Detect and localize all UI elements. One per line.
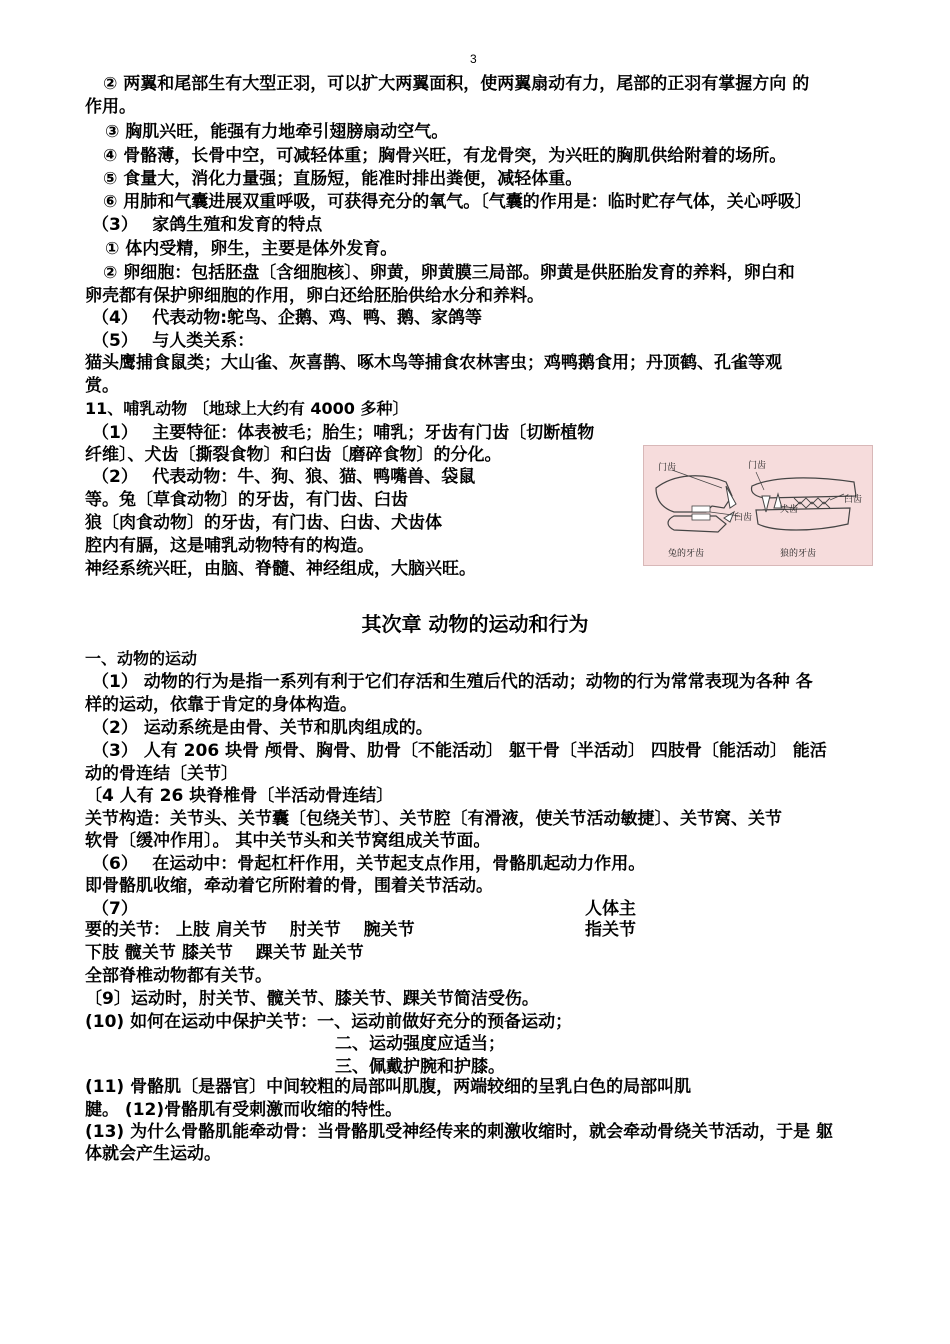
- caption-wolf-teeth: 狼的牙齿: [780, 549, 817, 559]
- text-line: 要的关节： 上肢 肩关节 肘关节 腕关节: [85, 920, 415, 940]
- text-line: ② 卵细胞：包括胚盘〔含细胞核〕、卵黄，卵黄膜三局部。卵黄是供胚胎发育的养料，卵白和: [103, 263, 795, 283]
- section-heading: （3） 家鸽生殖和发育的特点: [92, 215, 323, 235]
- section-heading: （5） 与人类关系：: [92, 331, 255, 351]
- text-line: 作用。: [85, 97, 136, 117]
- text-line: 样的运动，依靠于肯定的身体构造。: [85, 695, 357, 715]
- section-heading: 一、动物的运动: [85, 649, 198, 668]
- text-line: 赏。: [85, 376, 119, 396]
- page-number: 3: [470, 52, 477, 66]
- text-line: (10) 如何在运动中保护关节：一、运动前做好充分的预备运动；: [85, 1012, 573, 1032]
- section-heading: 11、哺乳动物 〔地球上大约有 4000 多种〕: [85, 399, 409, 418]
- text-line: （6） 在运动中：骨起杠杆作用，关节起支点作用，骨骼肌起动力作用。: [92, 854, 646, 874]
- text-line: ④ 骨骼薄，长骨中空，可减轻体重；胸骨兴旺，有龙骨突，为兴旺的胸肌供给附着的场所。: [103, 146, 787, 166]
- text-line: 二、运动强度应适当；: [335, 1034, 505, 1054]
- text-line: 〔4 人有 26 块脊椎骨〔半活动骨连结〕: [85, 786, 394, 806]
- text-line: ⑥ 用肺和气囊进展双重呼吸，可获得充分的氧气。〔气囊的作用是：临时贮存气体，关心呼吸〕: [103, 192, 812, 212]
- text-line: （3） 人有 206 块骨 颅骨、胸骨、肋骨〔不能活动〕 躯干骨〔半活动〕 四肢骨〔能活动〕 能活: [92, 741, 827, 761]
- label-molar-wolf: 臼齿: [844, 495, 863, 505]
- text-line: 关节构造：关节头、关节囊〔包绕关节〕、关节腔〔有滑液，使关节活动敏捷〕、关节窝、关节: [85, 809, 782, 829]
- text-line: （2） 代表动物：牛、狗、狼、猫、鸭嘴兽、袋鼠: [92, 467, 476, 487]
- side-text: 人体主: [585, 899, 636, 919]
- caption-rabbit-teeth: 兔的牙齿: [668, 549, 705, 559]
- label-molar-rabbit: 臼齿: [734, 513, 753, 523]
- label-incisor-wolf: 门齿: [748, 461, 767, 471]
- text-line: 神经系统兴旺，由脑、脊髓、神经组成，大脑兴旺。: [85, 559, 476, 579]
- label-canine-wolf: 犬齿: [780, 505, 799, 515]
- label-incisor-rabbit: 门齿: [658, 463, 677, 473]
- text-line: 三、佩戴护腕和护膝。: [335, 1057, 505, 1077]
- text-line: 动的骨连结〔关节〕: [85, 764, 238, 784]
- text-line: 猫头鹰捕食鼠类；大山雀、灰喜鹊、啄木鸟等捕食农林害虫；鸡鸭鹅食用；丹顶鹤、孔雀等观: [85, 353, 782, 373]
- text-line: （4） 代表动物:鸵鸟、企鹅、鸡、鸭、鹅、家鸽等: [92, 308, 483, 328]
- text-line: 下肢 髋关节 膝关节 踝关节 趾关节: [85, 943, 364, 963]
- text-line: 等。兔〔草食动物〕的牙齿，有门齿、臼齿: [85, 490, 408, 510]
- teeth-figure: [643, 445, 873, 566]
- text-line: ② 两翼和尾部生有大型正羽，可以扩大两翼面积，使两翼扇动有力，尾部的正羽有掌握方向 的: [103, 74, 810, 94]
- text-line: （1） 主要特征：体表被毛；胎生；哺乳；牙齿有门齿〔切断植物: [92, 423, 595, 443]
- text-line: 纤维〕、犬齿〔撕裂食物〕和臼齿〔磨碎食物〕的分化。: [85, 445, 502, 465]
- text-line: （7）: [92, 899, 138, 919]
- text-line: 〔9〕运动时，肘关节、髋关节、膝关节、踝关节简洁受伤。: [85, 989, 539, 1009]
- text-line: 腱。 (12)骨骼肌有受刺激而收缩的特性。: [85, 1100, 403, 1120]
- text-line: 全部脊椎动物都有关节。: [85, 966, 272, 986]
- text-line: 软骨〔缓冲作用〕。 其中关节头和关节窝组成关节面。: [85, 831, 491, 851]
- text-line: 卵壳都有保护卵细胞的作用，卵白还给胚胎供给水分和养料。: [85, 286, 544, 306]
- side-text: 指关节: [585, 920, 636, 940]
- text-line: 体就会产生运动。: [85, 1144, 221, 1164]
- text-line: (11) 骨骼肌〔是器官〕中间较粗的局部叫肌腹，两端较细的呈乳白色的局部叫肌: [85, 1077, 692, 1097]
- text-line: ① 体内受精，卵生，主要是体外发育。: [105, 239, 398, 259]
- text-line: 腔内有膈，这是哺乳动物特有的构造。: [85, 536, 374, 556]
- text-line: 即骨骼肌收缩，牵动着它所附着的骨，围着关节活动。: [85, 876, 493, 896]
- text-line: ③ 胸肌兴旺，能强有力地牵引翅膀扇动空气。: [105, 122, 449, 142]
- text-line: ⑤ 食量大，消化力量强；直肠短，能准时排出粪便，减轻体重。: [103, 169, 583, 189]
- text-line: （1） 动物的行为是指一系列有利于它们存活和生殖后代的活动；动物的行为常常表现为各种 各: [92, 672, 813, 692]
- chapter-title: 其次章 动物的运动和行为: [361, 612, 589, 636]
- text-line: 狼〔肉食动物〕的牙齿，有门齿、臼齿、犬齿体: [85, 513, 442, 533]
- text-line: (13) 为什么骨骼肌能牵动骨：当骨骼肌受神经传来的刺激收缩时，就会牵动骨绕关节活动，于是 躯: [85, 1122, 834, 1142]
- text-line: （2） 运动系统是由骨、关节和肌肉组成的。: [92, 718, 433, 738]
